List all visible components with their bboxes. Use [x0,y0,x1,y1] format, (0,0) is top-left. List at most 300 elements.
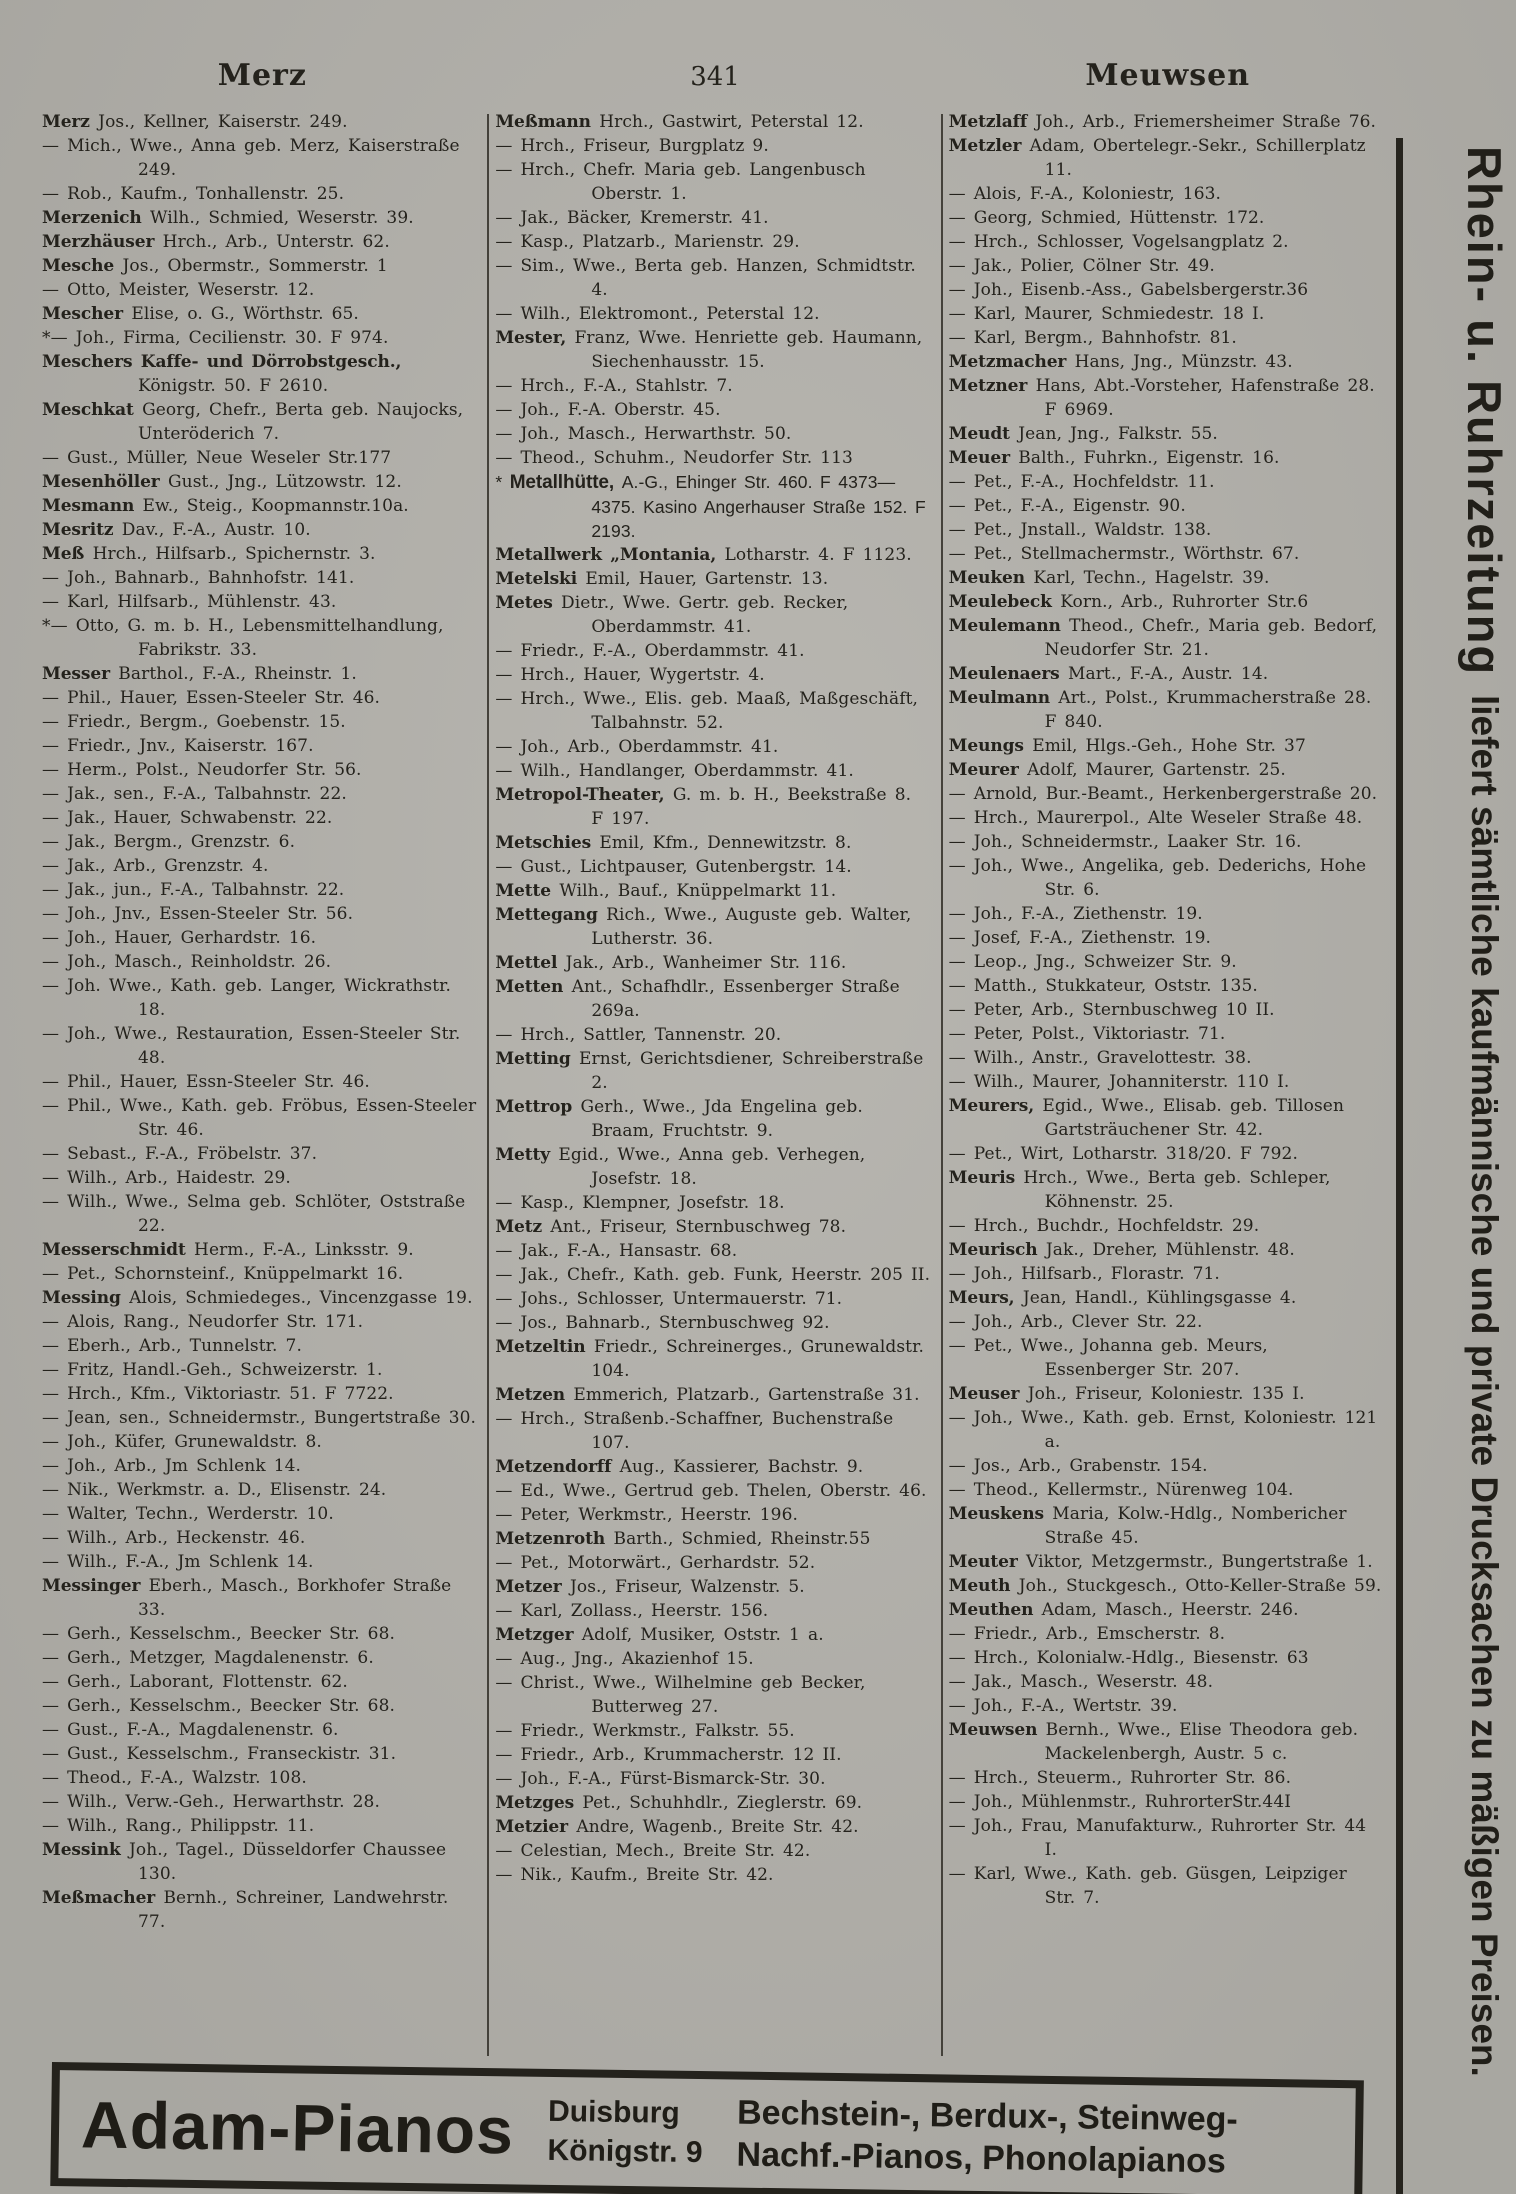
entry-surname: Merz [42,112,99,132]
entry-ditto-mark: — [495,400,521,420]
entry-surname: Meulenaers [948,664,1068,684]
directory-entry: — Hrch., Maurerpol., Alte Weseler Straße 48. [948,808,1363,828]
entry-surname: Meudt [948,424,1019,444]
entry-ditto-mark: — [495,1841,521,1861]
directory-entry: Meuth Joh., Stuckgesch., Otto-Keller-Straße 59. [948,1576,1382,1596]
directory-entry: — Hrch., Sattler, Tannenstr. 20. [495,1025,782,1045]
entry-ditto-mark: — [42,448,68,468]
directory-entry: Metzlaff Joh., Arb., Friemersheimer Straße 76. [948,112,1377,132]
side-ad-divider [1396,138,1403,2194]
directory-entry: — Ed., Wwe., Gertrud geb. Thelen, Oberstr. 46. [495,1481,927,1501]
directory-column-1 [36,104,487,2056]
directory-entry: — Wilh., Rang., Philippstr. 11. [42,1816,315,1836]
entry-ditto-mark: — [42,1312,68,1332]
entry-ditto-mark: — [42,1768,68,1788]
directory-entry: — Pet., Motorwärt., Gerhardstr. 52. [495,1553,816,1573]
directory-entry: — Wilh., Arb., Haidestr. 29. [42,1168,291,1188]
directory-entry: — Jak., Hauer, Schwabenstr. 22. [42,808,333,828]
entry-ditto-mark: — [42,976,68,996]
entry-surname: Metzier [495,1817,577,1837]
directory-entry: Mesritz Dav., F.-A., Austr. 10. [42,520,311,540]
directory-entry: — Pet., Wwe., Johanna geb. Meurs, Essenberger Str. 207. [948,1336,1268,1380]
directory-columns [36,104,1394,2056]
directory-entry: Meuken Karl, Techn., Hagelstr. 39. [948,568,1270,588]
entry-surname: Metzlaff [948,112,1036,132]
directory-entry: — Otto, Meister, Weserstr. 12. [42,280,315,300]
directory-entry: Meulenaers Mart., F.-A., Austr. 14. [948,664,1269,684]
entry-ditto-mark: — [948,1216,974,1236]
entry-ditto-mark: — [42,1384,68,1404]
directory-entry: — Hrch., Friseur, Burgplatz 9. [495,136,769,156]
entry-ditto-mark: — [948,1264,974,1284]
entry-ditto-mark: — [948,184,974,204]
entry-ditto-mark: *— [42,616,76,636]
directory-entry: — Hrch., Steuerm., Ruhrorter Str. 86. [948,1768,1292,1788]
directory-entry: — Georg, Schmied, Hüttenstr. 172. [948,208,1265,228]
entry-surname: Mettegang [495,905,607,925]
directory-entry: Merz Jos., Kellner, Kaiserstr. 249. [42,112,348,132]
entry-surname: Meuter [948,1552,1026,1572]
entry-ditto-mark: — [948,928,974,948]
directory-entry: — Wilh., F.-A., Jm Schlenk 14. [42,1552,314,1572]
directory-entry: Mettel Jak., Arb., Wanheimer Str. 116. [495,953,847,973]
entry-ditto-mark: — [948,1000,974,1020]
directory-entry: — Phil., Hauer, Essen-Steeler Str. 46. [42,688,381,708]
entry-surname: Meuris [948,1168,1024,1188]
directory-entry: Metropol-Theater, G. m. b. H., Beekstraße 8. F 197. [495,785,912,829]
directory-entry: Messink Joh., Tagel., Düsseldorfer Chaussee 130. [42,1840,447,1884]
entry-surname: Metzer [495,1577,570,1597]
directory-entry: — Wilh., Arb., Heckenstr. 46. [42,1528,306,1548]
entry-ditto-mark: — [42,1624,68,1644]
entry-ditto-mark: — [495,1241,521,1261]
directory-entry: Metzner Hans, Abt.-Vorsteher, Hafenstraße 28. F 6969. [948,376,1375,420]
page-header [36,58,1394,93]
directory-entry: — Wilh., Verw.-Geh., Herwarthstr. 28. [42,1792,380,1812]
entry-ditto-mark: — [495,160,521,180]
entry-surname: Messerschmidt [42,1240,195,1260]
entry-surname: Meßmann [495,112,600,132]
entry-ditto-mark: — [42,688,68,708]
directory-entry: — Joh., Hilfsarb., Florastr. 71. [948,1264,1220,1284]
directory-entry: — Joh., Arb., Oberdammstr. 41. [495,737,779,757]
directory-entry: Messerschmidt Herm., F.-A., Linksstr. 9. [42,1240,414,1260]
directory-entry: — Hrch., Schlosser, Vogelsangplatz 2. [948,232,1289,252]
directory-entry: — Jos., Bahnarb., Sternbuschweg 92. [495,1313,830,1333]
directory-entry: — Hrch., Kfm., Viktoriastr. 51. F 7722. [42,1384,394,1404]
entry-ditto-mark: — [42,592,68,612]
entry-ditto-mark: — [42,1696,68,1716]
entry-surname: Metzendorff [495,1457,620,1477]
directory-entry: Metzeltin Friedr., Schreinerges., Grunewaldstr. 104. [495,1337,924,1381]
entry-surname: Metschies [495,833,600,853]
directory-entry: — Peter, Arb., Sternbuschweg 10 II. [948,1000,1275,1020]
directory-entry: — Rob., Kaufm., Tonhallenstr. 25. [42,184,345,204]
directory-entry: — Friedr., F.-A., Oberdammstr. 41. [495,641,805,661]
entry-ditto-mark: — [948,808,974,828]
entry-ditto-mark: — [948,952,974,972]
directory-entry: — Hrch., Wwe., Elis. geb. Maaß, Maßgeschäft, Talbahnstr. 52. [495,689,919,733]
entry-surname: Merzhäuser [42,232,163,252]
entry-ditto-mark: — [948,520,974,540]
entry-ditto-mark: — [42,712,68,732]
directory-entry: Mesenhöller Gust., Jng., Lützowstr. 12. [42,472,402,492]
entry-ditto-mark: — [42,1792,68,1812]
entry-surname: Meuer [948,448,1019,468]
directory-entry: — Herm., Polst., Neudorfer Str. 56. [42,760,362,780]
directory-entry: Mette Wilh., Bauf., Knüppelmarkt 11. [495,881,837,901]
directory-entry: Meuskens Maria, Kolw.-Hdlg., Nombericher Straße 45. [948,1504,1347,1548]
directory-entry: Mescher Elise, o. G., Wörthstr. 65. [42,304,359,324]
entry-surname: Metty [495,1145,559,1165]
entry-ditto-mark: — [948,328,974,348]
directory-entry: — Friedr., Bergm., Goebenstr. 15. [42,712,346,732]
directory-entry: Mesche Jos., Obermstr., Sommerstr. 1 [42,256,388,276]
entry-surname: Meurisch [948,1240,1046,1260]
directory-entry: Mettegang Rich., Wwe., Auguste geb. Walter, Lutherstr. 36. [495,905,912,949]
directory-column-2 [489,104,940,2056]
page-number: 341 [690,62,740,92]
directory-entry: — Pet., Schornsteinf., Knüppelmarkt 16. [42,1264,404,1284]
entry-surname: Metelski [495,569,586,589]
entry-ditto-mark: — [495,761,521,781]
directory-entry: Metelski Emil, Hauer, Gartenstr. 13. [495,569,829,589]
directory-entry: Meuser Joh., Friseur, Koloniestr. 135 I. [948,1384,1305,1404]
directory-entry: — Gerh., Kesselschm., Beecker Str. 68. [42,1696,396,1716]
directory-entry: — Joh., F.-A., Ziethenstr. 19. [948,904,1203,924]
entry-ditto-mark: — [42,1432,68,1452]
directory-entry: — Hrch., Buchdr., Hochfeldstr. 29. [948,1216,1260,1236]
directory-entry: — Wilh., Maurer, Johanniterstr. 110 I. [948,1072,1290,1092]
directory-entry: — Joh., Wwe., Angelika, geb. Dederichs, Hohe Str. 6. [948,856,1367,900]
entry-ditto-mark: — [42,184,68,204]
entry-ditto-mark: — [495,1313,521,1333]
entry-surname: Meungs [948,736,1033,756]
entry-surname: Mescher [42,304,132,324]
directory-entry: Meßmacher Bernh., Schreiner, Landwehrstr. 77. [42,1888,449,1932]
entry-ditto-mark: — [948,280,974,300]
directory-entry: — Gerh., Laborant, Flottenstr. 62. [42,1672,348,1692]
bottom-ad [50,2062,1364,2194]
directory-entry: *— Otto, G. m. b. H., Lebensmittelhandlung, Fabrikstr. 33. [42,616,444,660]
entry-surname: Meulebeck [948,592,1061,612]
directory-entry: Messer Barthol., F.-A., Rheinstr. 1. [42,664,357,684]
entry-surname: Mettel [495,953,566,973]
directory-entry: — Joh., Wwe., Restauration, Essen-Steeler Str. 48. [42,1024,461,1068]
entry-ditto-mark: — [42,904,68,924]
entry-ditto-mark: — [42,1072,68,1092]
entry-ditto-mark: — [42,1360,68,1380]
entry-surname: Meuskens [948,1504,1053,1524]
directory-entry: — Wilh., Wwe., Selma geb. Schlöter, Oststraße 22. [42,1192,466,1236]
directory-entry: Meß Hrch., Hilfsarb., Spichernstr. 3. [42,544,376,564]
directory-entry: — Jak., Chefr., Kath. geb. Funk, Heerstr. 205 II. [495,1265,931,1285]
entry-surname: Metten [495,977,572,997]
entry-ditto-mark: — [948,496,974,516]
directory-entry: — Theod., F.-A., Walzstr. 108. [42,1768,307,1788]
entry-ditto-mark: — [948,1072,974,1092]
directory-entry: — Celestian, Mech., Breite Str. 42. [495,1841,811,1861]
directory-entry: — Friedr., Arb., Emscherstr. 8. [948,1624,1226,1644]
directory-entry: — Wilh., Anstr., Gravelottestr. 38. [948,1048,1252,1068]
entry-ditto-mark: — [948,208,974,228]
side-ad [1408,146,1512,2194]
entry-ditto-mark: — [42,928,68,948]
directory-entry: — Joh., Schneidermstr., Laaker Str. 16. [948,832,1302,852]
entry-ditto-mark: — [948,232,974,252]
directory-entry: — Karl, Hilfsarb., Mühlenstr. 43. [42,592,337,612]
entry-ditto-mark: — [495,1025,521,1045]
entry-ditto-mark: — [948,472,974,492]
entry-surname: Metzeltin [495,1337,594,1357]
entry-surname: Messink [42,1840,129,1860]
entry-surname: Meuser [948,1384,1028,1404]
entry-ditto-mark: — [495,857,521,877]
directory-entry: — Joh., Wwe., Kath. geb. Ernst, Koloniestr. 121 a. [948,1408,1378,1452]
directory-entry: Meuris Hrch., Wwe., Berta geb. Schleper, Köhnenstr. 25. [948,1168,1331,1212]
directory-entry: — Christ., Wwe., Wilhelmine geb Becker, Butterweg 27. [495,1673,866,1717]
entry-surname: Meschers Kaffe- und Dörrobstgesch., [42,352,402,372]
entry-ditto-mark: — [495,1721,521,1741]
directory-entry: — Pet., Jnstall., Waldstr. 138. [948,520,1212,540]
entry-ditto-mark: — [948,904,974,924]
entry-surname: Mette [495,881,560,901]
entry-ditto-mark: — [948,1816,974,1836]
entry-ditto-mark: — [42,952,68,972]
directory-entry: — Hrch., Chefr. Maria geb. Langenbusch Oberstr. 1. [495,160,866,204]
entry-ditto-mark: — [495,1769,521,1789]
directory-entry: — Josef, F.-A., Ziethenstr. 19. [948,928,1212,948]
directory-entry: — Gerh., Metzger, Magdalenenstr. 6. [42,1648,374,1668]
entry-surname: Merzenich [42,208,151,228]
header-first-entry: Merz [217,58,307,93]
entry-ditto-mark: — [495,424,521,444]
directory-entry: — Joh., F.-A. Oberstr. 45. [495,400,721,420]
directory-entry: Metty Egid., Wwe., Anna geb. Verhegen, Josefstr. 18. [495,1145,866,1189]
directory-entry: — Alois, F.-A., Koloniestr, 163. [948,184,1222,204]
directory-entry: * Metallhütte, A.-G., Ehinger Str. 460. F 4373—4375. Kasino Angerhauser Straße 152. F 2193. [495,472,926,541]
directory-entry: — Phil., Wwe., Kath. geb. Fröbus, Essen-Steeler Str. 46. [42,1096,477,1140]
entry-ditto-mark: — [42,1816,68,1836]
directory-entry: — Gust., Kesselschm., Franseckistr. 31. [42,1744,397,1764]
directory-entry: — Alois, Rang., Neudorfer Str. 171. [42,1312,364,1332]
entry-ditto-mark: — [948,1048,974,1068]
directory-entry: — Johs., Schlosser, Untermauerstr. 71. [495,1289,843,1309]
directory-entry: Metzger Adolf, Musiker, Oststr. 1 a. [495,1625,824,1645]
entry-ditto-mark: — [42,880,68,900]
directory-entry: — Kasp., Klempner, Josefstr. 18. [495,1193,785,1213]
directory-entry: — Aug., Jng., Akazienhof 15. [495,1649,754,1669]
bottom-ad-products [736,2091,1238,2183]
directory-entry: Merzhäuser Hrch., Arb., Unterstr. 62. [42,232,390,252]
entry-ditto-mark: — [495,689,521,709]
entry-ditto-mark: — [948,1144,974,1164]
entry-ditto-mark: — [42,1024,68,1044]
entry-surname: Metallwerk „Montania, [495,545,725,565]
entry-surname: Metzler [948,136,1030,156]
directory-entry: — Leop., Jng., Schweizer Str. 9. [948,952,1237,972]
entry-ditto-mark: — [42,1144,68,1164]
directory-entry: Meschkat Georg, Chefr., Berta geb. Naujocks, Unteröderich 7. [42,400,464,444]
directory-entry: Meßmann Hrch., Gastwirt, Peterstal 12. [495,112,864,132]
entry-surname: Meurs, [948,1288,1023,1308]
directory-entry: — Peter, Werkmstr., Heerstr. 196. [495,1505,798,1525]
bottom-ad-products-line1: Bechstein-, Berdux-, Steinweg- [736,2093,1239,2139]
entry-ditto-mark: — [42,1648,68,1668]
entry-ditto-mark: — [948,856,974,876]
entry-ditto-mark: — [42,736,68,756]
side-ad-text: liefert sämtliche kaufmännische und private Drucksachen zu mäßigen Preisen. [1464,694,1505,2077]
directory-entry: Meuer Balth., Fuhrkn., Eigenstr. 16. [948,448,1280,468]
entry-ditto-mark: — [42,1480,68,1500]
entry-surname: Metzmacher [948,352,1075,372]
entry-ditto-mark: — [948,544,974,564]
directory-entry: — Joh., F.-A., Fürst-Bismarck-Str. 30. [495,1769,826,1789]
directory-entry: — Joh., Bahnarb., Bahnhofstr. 141. [42,568,355,588]
directory-entry: — Jak., Polier, Cölner Str. 49. [948,256,1215,276]
directory-entry: — Joh., Eisenb.-Ass., Gabelsbergerstr.36 [948,280,1309,300]
directory-entry: — Gerh., Kesselschm., Beecker Str. 68. [42,1624,396,1644]
entry-ditto-mark: — [495,1601,521,1621]
entry-ditto-mark: — [42,832,68,852]
directory-entry: Meuter Viktor, Metzgermstr., Bungertstraße 1. [948,1552,1373,1572]
entry-surname: Meschkat [42,400,143,420]
entry-surname: Metzner [948,376,1036,396]
entry-ditto-mark: — [42,1264,68,1284]
directory-entry: Metallwerk „Montania, Lotharstr. 4. F 1123. [495,545,912,565]
directory-entry: — Wilh., Handlanger, Oberdammstr. 41. [495,761,854,781]
entry-ditto-mark: — [495,1481,521,1501]
directory-entry: — Pet., Wirt, Lotharstr. 318/20. F 792. [948,1144,1298,1164]
directory-entry: — Friedr., Arb., Krummacherstr. 12 II. [495,1745,842,1765]
entry-ditto-mark: — [948,832,974,852]
directory-entry: Metten Ant., Schafhdlr., Essenberger Straße 269a. [495,977,900,1021]
entry-ditto-mark: — [42,136,68,156]
entry-surname: Metes [495,593,562,613]
directory-entry: — Hrch., Hauer, Wygertstr. 4. [495,665,765,685]
directory-entry: — Hrch., Straßenb.-Schaffner, Buchenstraße 107. [495,1409,894,1453]
entry-ditto-mark: — [948,1864,974,1884]
directory-entry: Messinger Eberh., Masch., Borkhofer Straße 33. [42,1576,452,1620]
entry-surname: Meuken [948,568,1034,588]
directory-entry: — Karl, Bergm., Bahnhofstr. 81. [948,328,1237,348]
directory-entry: Metting Ernst, Gerichtsdiener, Schreiberstraße 2. [495,1049,924,1093]
entry-ditto-mark: — [495,208,521,228]
entry-ditto-mark: — [948,1480,974,1500]
directory-entry: — Eberh., Arb., Tunnelstr. 7. [42,1336,302,1356]
entry-ditto-mark: — [948,1336,974,1356]
directory-entry: — Pet., F.-A., Hochfeldstr. 11. [948,472,1215,492]
entry-ditto-mark: — [495,1673,521,1693]
entry-ditto-mark: — [495,1409,521,1429]
directory-entry: — Theod., Schuhm., Neudorfer Str. 113 [495,448,853,468]
entry-ditto-mark: — [948,976,974,996]
directory-entry: Meurisch Jak., Dreher, Mühlenstr. 48. [948,1240,1295,1260]
entry-surname: Metropol-Theater, [495,785,673,805]
directory-entry: — Joh., Arb., Jm Schlenk 14. [42,1456,302,1476]
directory-entry: — Jean, sen., Schneidermstr., Bungertstraße 30. [42,1408,477,1428]
entry-surname: Metzges [495,1793,583,1813]
directory-entry: Meuwsen Bernh., Wwe., Elise Theodora geb. Mackelenbergh, Austr. 5 c. [948,1720,1359,1764]
entry-ditto-mark: — [42,760,68,780]
entry-surname: Messinger [42,1576,149,1596]
entry-ditto-mark: — [42,1744,68,1764]
bottom-ad-city: Duisburg [547,2094,680,2130]
entry-ditto-mark: — [495,1745,521,1765]
entry-ditto-mark: — [948,1456,974,1476]
entry-surname: Metzen [495,1385,574,1405]
directory-entry: — Jak., jun., F.-A., Talbahnstr. 22. [42,880,345,900]
directory-entry: — Wilh., Elektromont., Peterstal 12. [495,304,820,324]
directory-entry: — Phil., Hauer, Essn-Steeler Str. 46. [42,1072,370,1092]
entry-surname: Meurer [948,760,1028,780]
directory-entry: — Jak., sen., F.-A., Talbahnstr. 22. [42,784,347,804]
directory-entry: Merzenich Wilh., Schmied, Weserstr. 39. [42,208,414,228]
directory-entry: — Gust., Lichtpauser, Gutenbergstr. 14. [495,857,852,877]
entry-surname: Meß [42,544,93,564]
directory-entry: Metschies Emil, Kfm., Dennewitzstr. 8. [495,833,852,853]
directory-entry: Meurer Adolf, Maurer, Gartenstr. 25. [948,760,1286,780]
directory-entry: — Joh., Arb., Clever Str. 22. [948,1312,1203,1332]
entry-ditto-mark: — [42,280,68,300]
directory-entry: Metzer Jos., Friseur, Walzenstr. 5. [495,1577,805,1597]
entry-ditto-mark: — [42,1168,68,1188]
directory-entry: — Fritz, Handl.-Geh., Schweizerstr. 1. [42,1360,383,1380]
entry-surname: Mesche [42,256,123,276]
entry-ditto-mark: *— [42,328,76,348]
directory-entry: Metzenroth Barth., Schmied, Rheinstr.55 [495,1529,871,1549]
directory-entry: — Jak., F.-A., Hansastr. 68. [495,1241,738,1261]
entry-surname: Mesritz [42,520,122,540]
directory-entry: — Peter, Polst., Viktoriastr. 71. [948,1024,1226,1044]
directory-entry: — Joh., Frau, Manufakturw., Ruhrorter Str. 44 I. [948,1816,1367,1860]
entry-surname: Meulmann [948,688,1059,708]
entry-ditto-mark: — [42,784,68,804]
directory-column-3 [943,104,1394,2056]
entry-ditto-mark: — [42,1192,68,1212]
entry-surname: Metzenroth [495,1529,614,1549]
entry-ditto-mark: * [495,472,510,492]
entry-ditto-mark: — [42,1528,68,1548]
directory-entry: Meurers, Egid., Wwe., Elisab. geb. Tillosen Gartsträuchener Str. 42. [948,1096,1344,1140]
entry-ditto-mark: — [495,1649,521,1669]
directory-entry: Meschers Kaffe- und Dörrobstgesch., Königstr. 50. F 2610. [42,352,402,396]
directory-entry: — Jak., Arb., Grenzstr. 4. [42,856,269,876]
directory-entry: — Joh., Masch., Reinholdstr. 26. [42,952,332,972]
directory-entry: — Matth., Stukkateur, Oststr. 135. [948,976,1258,996]
entry-surname: Meßmacher [42,1888,164,1908]
directory-entry: Metes Dietr., Wwe. Gertr. geb. Recker, Oberdammstr. 41. [495,593,849,637]
directory-entry: — Joh., Küfer, Grunewaldstr. 8. [42,1432,322,1452]
header-last-entry: Meuwsen [1085,58,1251,93]
directory-entry: Meurs, Jean, Handl., Kühlingsgasse 4. [948,1288,1297,1308]
directory-entry: — Sebast., F.-A., Fröbelstr. 37. [42,1144,318,1164]
entry-ditto-mark: — [495,1289,521,1309]
entry-ditto-mark: — [495,448,521,468]
directory-entry: — Joh., Jnv., Essen-Steeler Str. 56. [42,904,354,924]
directory-entry: — Walter, Techn., Werderstr. 10. [42,1504,334,1524]
directory-entry: — Joh., Hauer, Gerhardstr. 16. [42,928,317,948]
directory-entry: Meulebeck Korn., Arb., Ruhrorter Str.6 [948,592,1309,612]
entry-surname: Meuthen [948,1600,1042,1620]
entry-ditto-mark: — [495,304,521,324]
directory-entry: Meungs Emil, Hlgs.-Geh., Hohe Str. 37 [948,736,1306,756]
entry-ditto-mark: — [495,256,521,276]
directory-entry: — Nik., Werkmstr. a. D., Elisenstr. 24. [42,1480,387,1500]
entry-surname: Messing [42,1288,130,1308]
entry-ditto-mark: — [42,1552,68,1572]
bottom-ad-street: Königstr. 9 [547,2133,703,2170]
